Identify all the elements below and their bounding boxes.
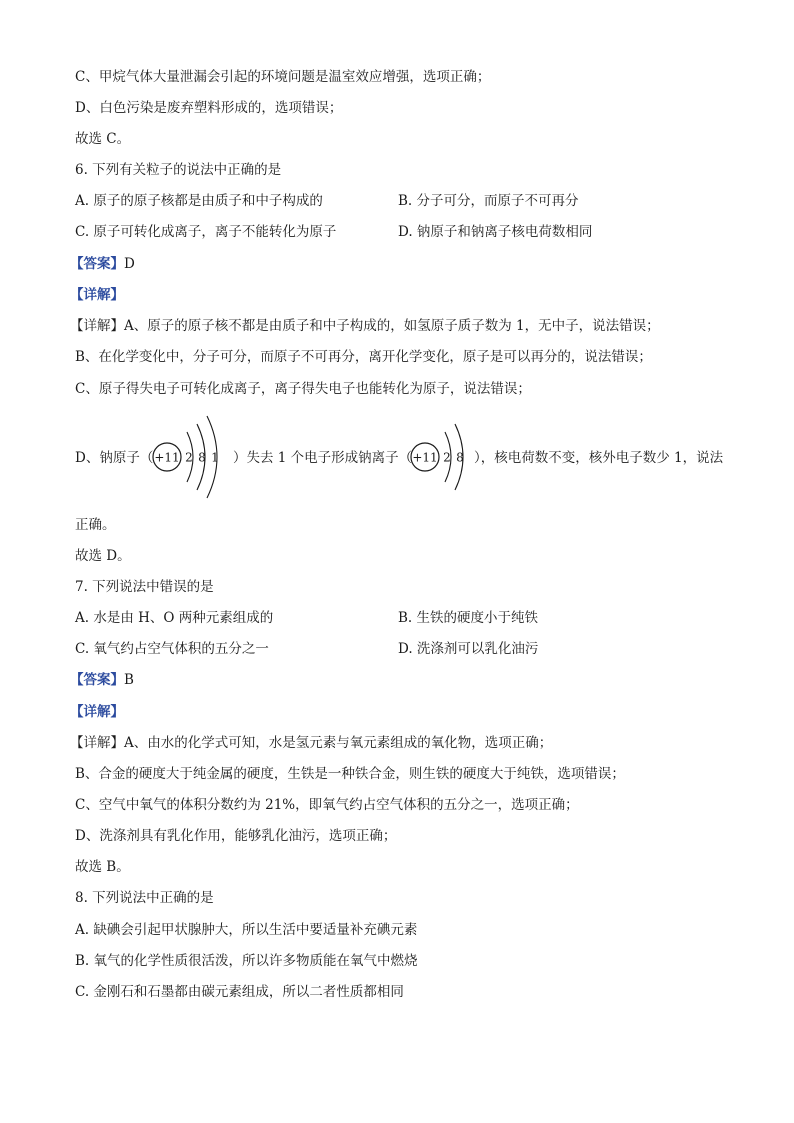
nucleus-label: +11 [154, 450, 180, 465]
text-line: C、空气中氧气的体积分数约为 21%，即氧气约占空气体积的五分之一，选项正确； [75, 797, 579, 813]
text-line: D、洗涤剂具有乳化作用，能够乳化油污，选项正确； [75, 828, 397, 844]
question-8-title: 8. 下列说法中正确的是 [75, 890, 214, 906]
text-line: C、甲烷气体大量泄漏会引起的环境问题是温室效应增强，选项正确； [75, 69, 491, 85]
question-6-title: 6. 下列有关粒子的说法中正确的是 [75, 162, 282, 178]
explain-tag: 【详解】 [70, 735, 124, 751]
text-line: D、白色污染是废弃塑料形成的，选项错误； [75, 100, 343, 116]
sodium-text-1: D、钠原子（ [75, 450, 154, 466]
option-a: A. 水是由 H、O 两种元素组成的 [75, 610, 274, 626]
sodium-text-2: ）失去 1 个电子形成钠离子（ [233, 450, 413, 466]
shell-electrons: 8 [198, 450, 206, 465]
shell-electrons: 2 [185, 450, 193, 465]
explain-tag: 【详解】 [70, 318, 124, 334]
text-line: 故选 C。 [75, 131, 131, 147]
option-b: B. 分子可分，而原子不可再分 [398, 193, 579, 209]
option-c: C. 氧气约占空气体积的五分之一 [75, 641, 269, 657]
text-line: 正确。 [75, 517, 116, 533]
answer-line [70, 671, 134, 689]
explain-heading: 【详解】 [70, 287, 124, 303]
option-b: B. 生铁的硬度小于纯铁 [398, 610, 539, 626]
shell-electrons: 2 [443, 450, 451, 465]
explain-line: 【详解】A、原子的原子核不都是由质子和中子构成的，如氢原子质子数为 1，无中子，说法错误； [70, 318, 660, 334]
text-line: B、合金的硬度大于纯金属的硬度，生铁是一种铁合金，则生铁的硬度大于纯铁，选项错误； [75, 766, 625, 782]
text-line: 故选 D。 [75, 548, 131, 564]
answer-value: D [124, 256, 135, 272]
option-d: D. 钠原子和钠离子核电荷数相同 [398, 224, 593, 240]
text-line: 故选 B。 [75, 859, 130, 875]
option-b: B. 氧气的化学性质很活泼，所以许多物质能在氧气中燃烧 [75, 953, 418, 969]
answer-tag: 【答案】 [70, 672, 124, 688]
option-d: D. 洗涤剂可以乳化油污 [398, 641, 539, 657]
explain-heading: 【详解】 [70, 704, 124, 720]
shell-electrons: 8 [456, 450, 464, 465]
explain-line: 【详解】A、由水的化学式可知，水是氢元素与氧元素组成的氧化物，选项正确； [70, 735, 553, 751]
answer-value: B [124, 672, 134, 688]
text-line: B、在化学变化中，分子可分，而原子不可再分，离开化学变化，原子是可以再分的，说法错误； [75, 349, 652, 365]
text-line: C、原子得失电子可转化成离子，离子得失电子也能转化为原子，说法错误； [75, 381, 531, 397]
option-c: C. 金刚石和石墨都由碳元素组成，所以二者性质都相同 [75, 984, 404, 1000]
shell-electrons: 1 [211, 450, 219, 465]
answer-tag: 【答案】 [70, 256, 124, 272]
option-a: A. 缺碘会引起甲状腺肿大，所以生活中要适量补充碘元素 [75, 922, 418, 938]
question-7-title: 7. 下列说法中错误的是 [75, 579, 214, 595]
nucleus-label: +11 [412, 450, 438, 465]
sodium-atom-diagram [147, 410, 233, 502]
option-c: C. 原子可转化成离子，离子不能转化为原子 [75, 224, 337, 240]
sodium-ion-diagram [405, 410, 475, 502]
option-a: A. 原子的原子核都是由质子和中子构成的 [75, 193, 323, 209]
answer-line [70, 255, 135, 273]
sodium-text-3: ），核电荷数不变，核外电子数少 1，说法 [474, 450, 724, 466]
